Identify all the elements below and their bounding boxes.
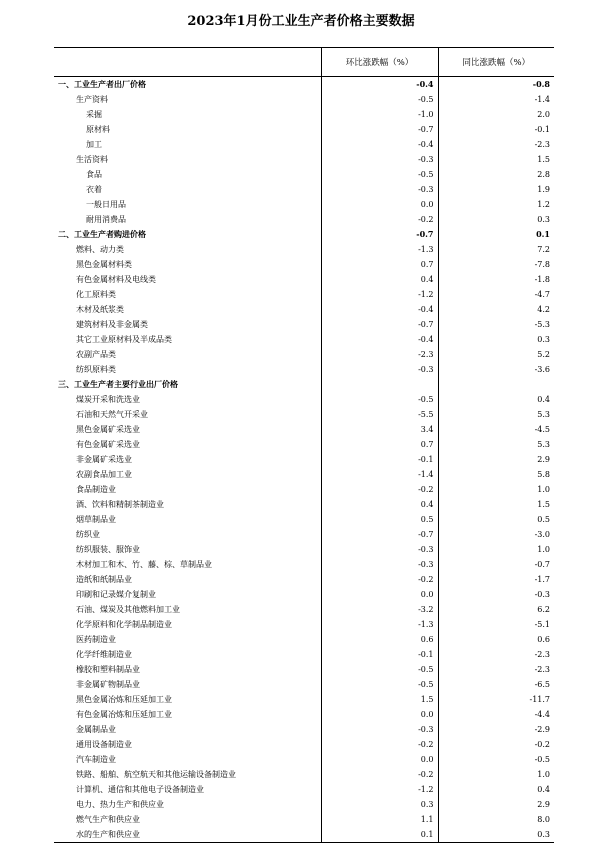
mom-value: 0.0 <box>321 197 438 212</box>
mom-value: 1.1 <box>321 812 438 827</box>
row-label: 非金属矿采选业 <box>76 455 132 464</box>
header-yoy: 同比涨跌幅（%） <box>438 48 554 77</box>
yoy-value: 6.2 <box>438 602 554 617</box>
header-mom: 环比涨跌幅（%） <box>321 48 438 77</box>
table-row <box>54 482 554 497</box>
table-row <box>54 497 554 512</box>
row-label: 纺织原料类 <box>76 365 116 374</box>
yoy-value: 5.3 <box>438 437 554 452</box>
mom-value: -3.2 <box>321 602 438 617</box>
header-category <box>54 48 321 77</box>
mom-value: -0.3 <box>321 182 438 197</box>
row-label: 木材加工和木、竹、藤、棕、草制品业 <box>76 560 212 569</box>
yoy-value: -11.7 <box>438 692 554 707</box>
mom-value: 3.4 <box>321 422 438 437</box>
table-row <box>54 617 554 632</box>
yoy-value: -2.3 <box>438 137 554 152</box>
row-label: 煤炭开采和洗选业 <box>76 395 140 404</box>
row-label: 采掘 <box>86 110 102 119</box>
table-row <box>54 707 554 722</box>
yoy-value: -3.6 <box>438 362 554 377</box>
table-row <box>54 392 554 407</box>
table-row <box>54 782 554 797</box>
mom-value: -1.2 <box>321 287 438 302</box>
mom-value: 0.7 <box>321 257 438 272</box>
table-row <box>54 272 554 287</box>
mom-value: -0.5 <box>321 167 438 182</box>
yoy-value: 0.4 <box>438 392 554 407</box>
mom-value: -1.3 <box>321 617 438 632</box>
row-label: 烟草制品业 <box>76 515 116 524</box>
table-row <box>54 422 554 437</box>
table-row <box>54 647 554 662</box>
table-row <box>54 257 554 272</box>
row-label: 食品制造业 <box>76 485 116 494</box>
mom-value: -0.4 <box>321 332 438 347</box>
mom-value: -0.7 <box>321 317 438 332</box>
table-row <box>54 362 554 377</box>
row-label: 非金属矿物制品业 <box>76 680 140 689</box>
row-label: 化学原料和化学制品制造业 <box>76 620 172 629</box>
mom-value: -0.3 <box>321 542 438 557</box>
yoy-value: -4.7 <box>438 287 554 302</box>
row-label: 纺织业 <box>76 530 100 539</box>
mom-value: -0.5 <box>321 92 438 107</box>
table-row <box>54 77 554 93</box>
yoy-value: -3.0 <box>438 527 554 542</box>
mom-value: -1.2 <box>321 782 438 797</box>
yoy-value: -0.2 <box>438 737 554 752</box>
yoy-value: 0.1 <box>438 227 554 242</box>
row-label: 农副产品类 <box>76 350 116 359</box>
table-row <box>54 377 554 392</box>
yoy-value: 0.3 <box>438 827 554 843</box>
yoy-value: 1.0 <box>438 767 554 782</box>
table-row <box>54 182 554 197</box>
price-data-table <box>54 47 554 843</box>
mom-value: 0.5 <box>321 512 438 527</box>
yoy-value: -2.9 <box>438 722 554 737</box>
table-row <box>54 677 554 692</box>
row-label: 铁路、船舶、航空航天和其他运输设备制造业 <box>76 770 236 779</box>
mom-value: -0.7 <box>321 122 438 137</box>
table-row <box>54 137 554 152</box>
table-row <box>54 632 554 647</box>
page-title: 2023年1月份工业生产者价格主要数据 <box>187 14 415 29</box>
table-row <box>54 662 554 677</box>
table-row <box>54 797 554 812</box>
yoy-value: -5.1 <box>438 617 554 632</box>
row-label: 印刷和记录媒介复制业 <box>76 590 156 599</box>
row-label: 食品 <box>86 170 102 179</box>
mom-value: -0.3 <box>321 362 438 377</box>
row-label: 石油、煤炭及其他燃料加工业 <box>76 605 180 614</box>
row-label: 其它工业原材料及半成品类 <box>76 335 172 344</box>
mom-value: -0.3 <box>321 557 438 572</box>
mom-value: 0.0 <box>321 587 438 602</box>
yoy-value: 5.3 <box>438 407 554 422</box>
table-row <box>54 512 554 527</box>
yoy-value: 1.0 <box>438 542 554 557</box>
yoy-value: 7.2 <box>438 242 554 257</box>
table-row <box>54 92 554 107</box>
mom-value <box>321 377 438 392</box>
table-row <box>54 527 554 542</box>
yoy-value: 0.3 <box>438 212 554 227</box>
mom-value: -0.1 <box>321 647 438 662</box>
yoy-value: 0.5 <box>438 512 554 527</box>
row-label: 原材料 <box>86 125 110 134</box>
yoy-value: 1.9 <box>438 182 554 197</box>
table-row <box>54 287 554 302</box>
table-row <box>54 347 554 362</box>
row-label: 生产资料 <box>76 95 108 104</box>
mom-value: 0.4 <box>321 272 438 287</box>
row-label: 衣着 <box>86 185 102 194</box>
table-row <box>54 812 554 827</box>
row-label: 通用设备制造业 <box>76 740 132 749</box>
table-row <box>54 332 554 347</box>
row-label: 木材及纸浆类 <box>76 305 124 314</box>
mom-value: -5.5 <box>321 407 438 422</box>
mom-value: -0.7 <box>321 227 438 242</box>
row-label: 有色金属矿采选业 <box>76 440 140 449</box>
row-label: 纺织服装、服饰业 <box>76 545 140 554</box>
mom-value: -0.3 <box>321 722 438 737</box>
row-label: 汽车制造业 <box>76 755 116 764</box>
row-label: 黑色金属矿采选业 <box>76 425 140 434</box>
mom-value: -0.5 <box>321 662 438 677</box>
yoy-value: 1.5 <box>438 497 554 512</box>
yoy-value: -4.5 <box>438 422 554 437</box>
yoy-value: 0.4 <box>438 782 554 797</box>
mom-value: -1.0 <box>321 107 438 122</box>
yoy-value: -6.5 <box>438 677 554 692</box>
yoy-value: -1.4 <box>438 92 554 107</box>
table-row <box>54 467 554 482</box>
yoy-value: -0.7 <box>438 557 554 572</box>
row-label: 二、工业生产者购进价格 <box>58 229 146 239</box>
yoy-value: 5.2 <box>438 347 554 362</box>
yoy-value: -0.1 <box>438 122 554 137</box>
yoy-value: 2.0 <box>438 107 554 122</box>
row-label: 有色金属冶炼和压延加工业 <box>76 710 172 719</box>
table-row <box>54 407 554 422</box>
table-row <box>54 542 554 557</box>
yoy-value: -5.3 <box>438 317 554 332</box>
row-label: 电力、热力生产和供应业 <box>76 800 164 809</box>
mom-value: 0.7 <box>321 437 438 452</box>
row-label: 建筑材料及非金属类 <box>76 320 148 329</box>
table-row <box>54 317 554 332</box>
yoy-value: -0.5 <box>438 752 554 767</box>
row-label: 燃气生产和供应业 <box>76 815 140 824</box>
mom-value: -0.5 <box>321 677 438 692</box>
table-row <box>54 572 554 587</box>
table-row <box>54 722 554 737</box>
yoy-value: -4.4 <box>438 707 554 722</box>
table-row <box>54 167 554 182</box>
table-row <box>54 302 554 317</box>
mom-value: -2.3 <box>321 347 438 362</box>
mom-value: -1.4 <box>321 467 438 482</box>
yoy-value: 5.8 <box>438 467 554 482</box>
mom-value: -0.3 <box>321 152 438 167</box>
yoy-value: -1.8 <box>438 272 554 287</box>
row-label: 医药制造业 <box>76 635 116 644</box>
row-label: 加工 <box>86 140 102 149</box>
yoy-value: -2.3 <box>438 662 554 677</box>
table-row <box>54 242 554 257</box>
mom-value: 0.0 <box>321 707 438 722</box>
mom-value: -0.4 <box>321 302 438 317</box>
row-label: 化学纤维制造业 <box>76 650 132 659</box>
yoy-value: 2.9 <box>438 452 554 467</box>
yoy-value: -1.7 <box>438 572 554 587</box>
row-label: 生活资料 <box>76 155 108 164</box>
row-label: 化工原料类 <box>76 290 116 299</box>
table-row <box>54 122 554 137</box>
row-label: 黑色金属材料类 <box>76 260 132 269</box>
table-row <box>54 602 554 617</box>
mom-value: 0.0 <box>321 752 438 767</box>
yoy-value: 4.2 <box>438 302 554 317</box>
row-label: 一般日用品 <box>86 200 126 209</box>
table-row <box>54 692 554 707</box>
mom-value: 0.4 <box>321 497 438 512</box>
table-header-row <box>54 48 554 77</box>
yoy-value: 1.2 <box>438 197 554 212</box>
table-row <box>54 227 554 242</box>
yoy-value: 2.8 <box>438 167 554 182</box>
mom-value: -0.2 <box>321 572 438 587</box>
row-label: 金属制品业 <box>76 725 116 734</box>
yoy-value: -0.8 <box>438 77 554 93</box>
row-label: 黑色金属冶炼和压延加工业 <box>76 695 172 704</box>
mom-value: -0.5 <box>321 392 438 407</box>
table-row <box>54 587 554 602</box>
table-row <box>54 767 554 782</box>
row-label: 耐用消费品 <box>86 215 126 224</box>
yoy-value: -7.8 <box>438 257 554 272</box>
row-label: 一、工业生产者出厂价格 <box>58 79 146 89</box>
table-row <box>54 752 554 767</box>
mom-value: -1.3 <box>321 242 438 257</box>
mom-value: -0.2 <box>321 212 438 227</box>
table-row <box>54 152 554 167</box>
mom-value: 0.3 <box>321 797 438 812</box>
row-label: 橡胶和塑料制品业 <box>76 665 140 674</box>
row-label: 计算机、通信和其他电子设备制造业 <box>76 785 204 794</box>
row-label: 农副食品加工业 <box>76 470 132 479</box>
table-row <box>54 107 554 122</box>
mom-value: -0.1 <box>321 452 438 467</box>
table-row <box>54 737 554 752</box>
table-row <box>54 437 554 452</box>
yoy-value: 0.3 <box>438 332 554 347</box>
mom-value: -0.2 <box>321 737 438 752</box>
table-row <box>54 197 554 212</box>
table-row <box>54 827 554 843</box>
table-row <box>54 452 554 467</box>
mom-value: -0.2 <box>321 767 438 782</box>
mom-value: -0.4 <box>321 137 438 152</box>
row-label: 酒、饮料和精制茶制造业 <box>76 500 164 509</box>
row-label: 有色金属材料及电线类 <box>76 275 156 284</box>
yoy-value: 1.5 <box>438 152 554 167</box>
yoy-value <box>438 377 554 392</box>
yoy-value: -2.3 <box>438 647 554 662</box>
yoy-value: 8.0 <box>438 812 554 827</box>
mom-value: -0.4 <box>321 77 438 93</box>
row-label: 燃料、动力类 <box>76 245 124 254</box>
mom-value: -0.7 <box>321 527 438 542</box>
yoy-value: -0.3 <box>438 587 554 602</box>
mom-value: 0.6 <box>321 632 438 647</box>
yoy-value: 0.6 <box>438 632 554 647</box>
table-body <box>54 77 554 843</box>
table-row <box>54 212 554 227</box>
row-label: 石油和天然气开采业 <box>76 410 148 419</box>
row-label: 水的生产和供应业 <box>54 827 321 843</box>
mom-value: 0.1 <box>321 827 438 843</box>
row-label: 三、工业生产者主要行业出厂价格 <box>58 379 178 389</box>
mom-value: -0.2 <box>321 482 438 497</box>
yoy-value: 2.9 <box>438 797 554 812</box>
mom-value: 1.5 <box>321 692 438 707</box>
table-row <box>54 557 554 572</box>
row-label: 造纸和纸制品业 <box>76 575 132 584</box>
yoy-value: 1.0 <box>438 482 554 497</box>
